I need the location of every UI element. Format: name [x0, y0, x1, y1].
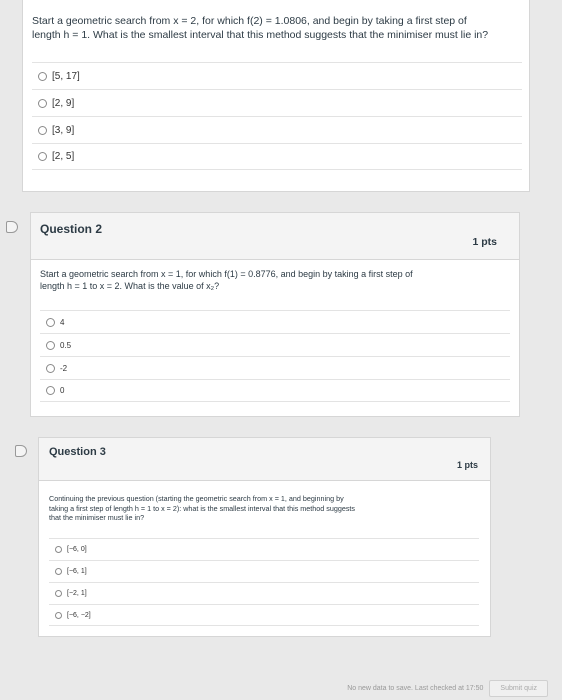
answer-option[interactable] [49, 582, 479, 604]
answer-option-label: [−6, −2] [67, 611, 91, 619]
answer-option[interactable] [49, 538, 479, 560]
answer-option-label: -2 [60, 363, 68, 373]
answer-option[interactable] [49, 604, 479, 626]
question-3-text-line-1: Continuing the previous question (starting the geometric search from x = 1, and beginning by [49, 494, 344, 503]
question-1-text [32, 14, 522, 42]
answer-option[interactable] [40, 356, 510, 379]
radio-button[interactable] [46, 341, 55, 350]
answer-option[interactable] [40, 379, 510, 402]
radio-button[interactable] [46, 386, 55, 395]
question-3-text [49, 494, 484, 523]
answer-option[interactable] [40, 333, 510, 356]
radio-button[interactable] [38, 72, 47, 81]
question-2-title: Question 2 [40, 222, 103, 236]
radio-button[interactable] [55, 612, 62, 619]
answer-option-label: [−2, 1] [67, 590, 87, 597]
question-2-text-line-2: length h = 1 to x = 2. What is the value of x₂? [40, 281, 220, 292]
answer-option-label: [−6, 0] [67, 546, 87, 553]
autosave-status: No new data to save. Last checked at 17:50 [347, 684, 484, 692]
radio-button[interactable] [55, 590, 62, 597]
question-3-points: 1 pts [456, 460, 478, 470]
answer-option-label: 0.5 [60, 340, 72, 350]
question-2-points: 1 pts [472, 236, 497, 248]
question-3-card [38, 437, 491, 637]
answer-option-label: 0 [60, 386, 65, 395]
radio-button[interactable] [55, 568, 62, 575]
question-1-card [22, 0, 530, 192]
question-3-title: Question 3 [49, 446, 106, 458]
radio-button[interactable] [38, 99, 47, 108]
radio-button[interactable] [46, 364, 55, 373]
flag-question-2-icon[interactable] [6, 221, 18, 233]
answer-option[interactable] [32, 116, 522, 143]
answer-option-label: [3, 9] [52, 124, 75, 136]
radio-button[interactable] [46, 318, 55, 327]
answer-option[interactable] [32, 89, 522, 116]
question-1-text-line-1: Start a geometric search from x = 2, for which f(2) = 1.0806, and begin by taking a first step of [32, 15, 467, 27]
question-3-text-line-3: that the minimiser must lie in? [49, 513, 145, 523]
answer-option[interactable] [32, 62, 522, 89]
answer-option[interactable] [49, 560, 479, 582]
answer-option-label: [2, 5] [52, 151, 75, 162]
question-1-text-line-2: length h = 1. What is the smallest interval that this method suggests that the minimiser must lie in? [32, 29, 489, 42]
answer-option-label: [2, 9] [52, 97, 75, 109]
answer-option-label: 4 [60, 317, 65, 327]
radio-button[interactable] [55, 546, 62, 553]
question-2-header [31, 213, 519, 260]
radio-button[interactable] [38, 126, 47, 135]
question-3-text-line-2: taking a first step of length h = 1 to x = 2): what is the smallest interval that this method suggests [49, 503, 356, 513]
answer-option[interactable] [32, 143, 522, 170]
quiz-footer [0, 676, 562, 700]
question-3-header [39, 438, 490, 481]
answer-option[interactable] [40, 310, 510, 333]
question-2-text-line-1: Start a geometric search from x = 1, for which f(1) = 0.8776, and begin by taking a first step of [40, 269, 413, 279]
question-2-card [30, 212, 520, 417]
answer-option-label: [5, 17] [52, 70, 80, 82]
question-2-text [40, 268, 510, 292]
flag-question-3-icon[interactable] [15, 445, 27, 457]
submit-quiz-button[interactable]: Submit quiz [489, 680, 548, 697]
radio-button[interactable] [38, 152, 47, 161]
answer-option-label: [−6, 1] [67, 568, 87, 575]
